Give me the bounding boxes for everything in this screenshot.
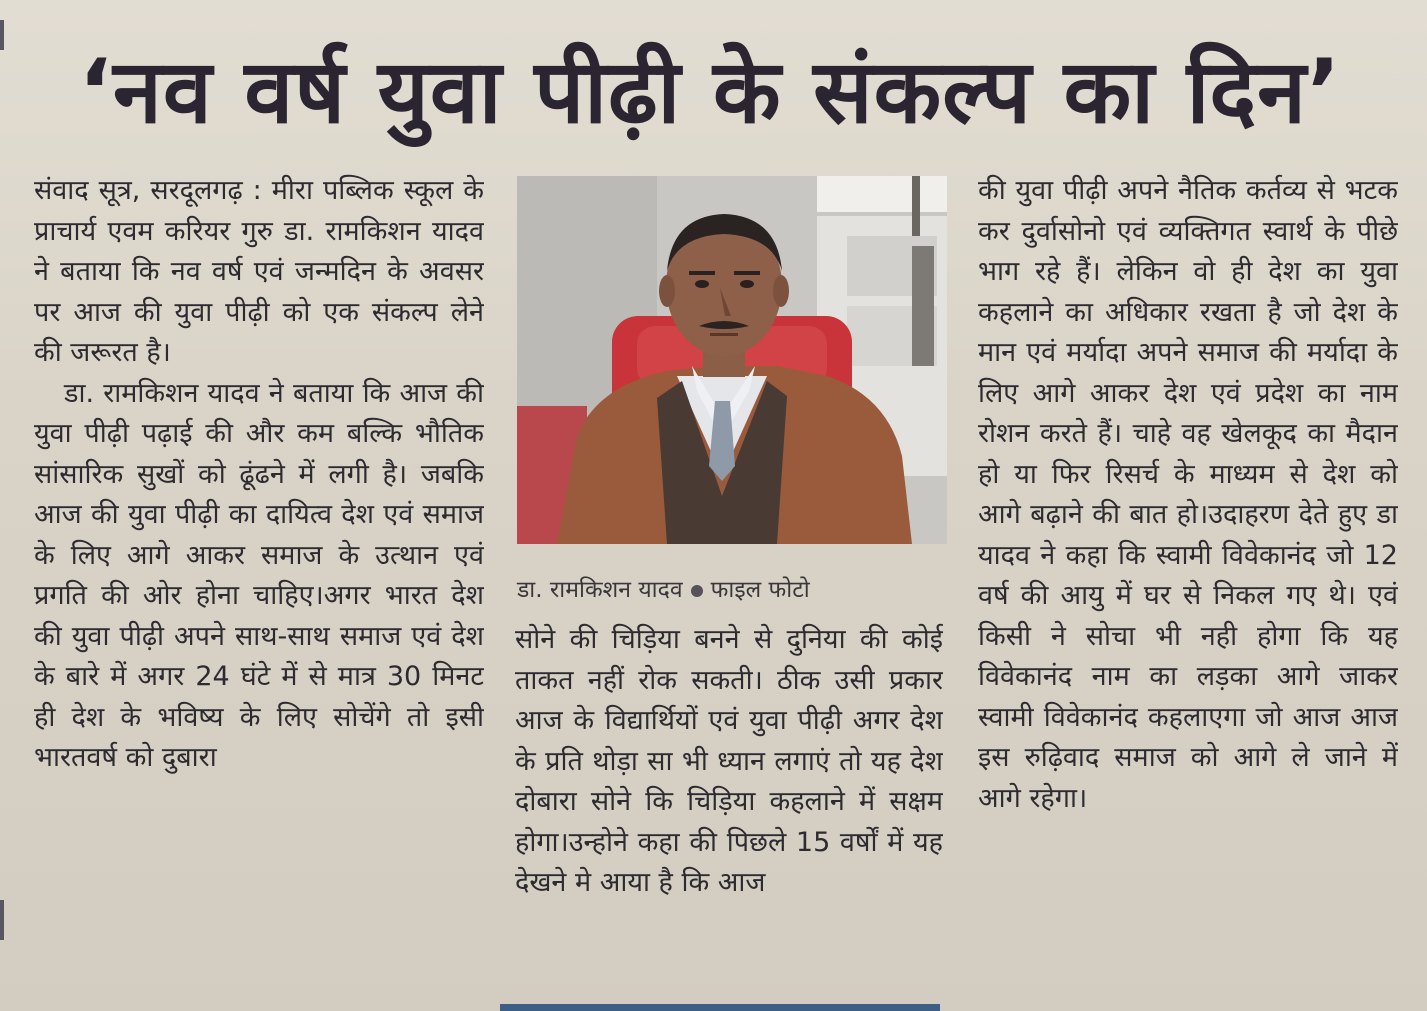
article-paragraph: सोने की चिड़िया बनने से दुनिया की कोई ताकत नहीं रोक सकती। ठीक उसी प्रकार आज के विद्यार्थियों एवं युवा पीढ़ी अगर देश के प्रति थोड़ा सा भी ध्यान लगाएं तो यह देश दोबारा सोने कि चिड़िया कहलाने में सक्षम होगा।उन्होने कहा की पिछले 15 वर्षों में यह देखने मे आया है कि आज: [515, 624, 943, 898]
article-column-middle: [515, 620, 943, 980]
article-paragraph: डा. रामकिशन यादव ने बताया कि आज की युवा पीढ़ी पढ़ाई की और कम बल्कि भौतिक सांसारिक सुखों को ढूंढने में लगी है। जबकि आज की युवा पीढ़ी का दायित्व देश एवं समाज के लिए आगे आकर समाज के उत्थान एवं प्रगति की ओर होना चाहिए।अगर भारत देश की युवा पीढ़ी अपने साथ-साथ समाज एवं देश के बारे में अगर 24 घंटे में से मात्र 30 मिनट ही देश के भविष्य के लिए सोचेंगे तो इसी भारतवर्ष को दुबारा: [34, 377, 484, 773]
article-column-left: [34, 171, 484, 991]
caption-label: फाइल फोटो: [710, 577, 810, 603]
bullet-dot-icon: [691, 585, 703, 597]
headline: ‘नव वर्ष युवा पीढ़ी के संकल्प का दिन’: [78, 40, 1342, 143]
article-column-right: [978, 171, 1398, 971]
portrait-photo: [517, 176, 947, 544]
article-paragraph: संवाद सूत्र, सरदूलगढ़ : मीरा पब्लिक स्कूल के प्राचार्य एवम करियर गुरु डा. रामकिशन यादव ने बताया कि नव वर्ष एवं जन्मदिन के अवसर पर आज की युवा पीढ़ी को एक संकल्प लेने की जरूरत है।: [34, 175, 484, 368]
caption-name: डा. रामकिशन यादव: [517, 577, 683, 603]
bottom-border-bar: [500, 1004, 940, 1011]
article-paragraph: की युवा पीढ़ी अपने नैतिक कर्तव्य से भटक कर दुर्वासोनो एवं व्यक्तिगत स्वार्थ के पीछे भाग रहे हैं। लेकिन वो ही देश का युवा कहलाने का अधिकार रखता है जो देश के मान एवं मर्यादा अपने समाज की मर्यादा के लिए आगे आकर देश एवं प्रदेश का नाम रोशन करते हैं। चाहे वह खेलकूद का मैदान हो या फिर रिसर्च के माध्यम से देश को आगे बढ़ाने की बात हो।उदाहरण देते हुए डा यादव ने कहा कि स्वामी विवेकानंद जो 12 वर्ष की आयु में घर से निकल गए थे। एवं किसी ने सोचा भी नही होगा कि यह विवेकानंद नाम का लड़का आगे जाकर स्वामी विवेकानंद कहलाएगा जो आज आज इस रुढ़िवाद समाज को आगे ले जाने में आगे रहेगा।: [978, 175, 1398, 814]
photo-caption: [517, 570, 947, 610]
edge-mark: [0, 20, 4, 50]
edge-mark: [0, 900, 4, 940]
article-photo: [517, 176, 947, 544]
